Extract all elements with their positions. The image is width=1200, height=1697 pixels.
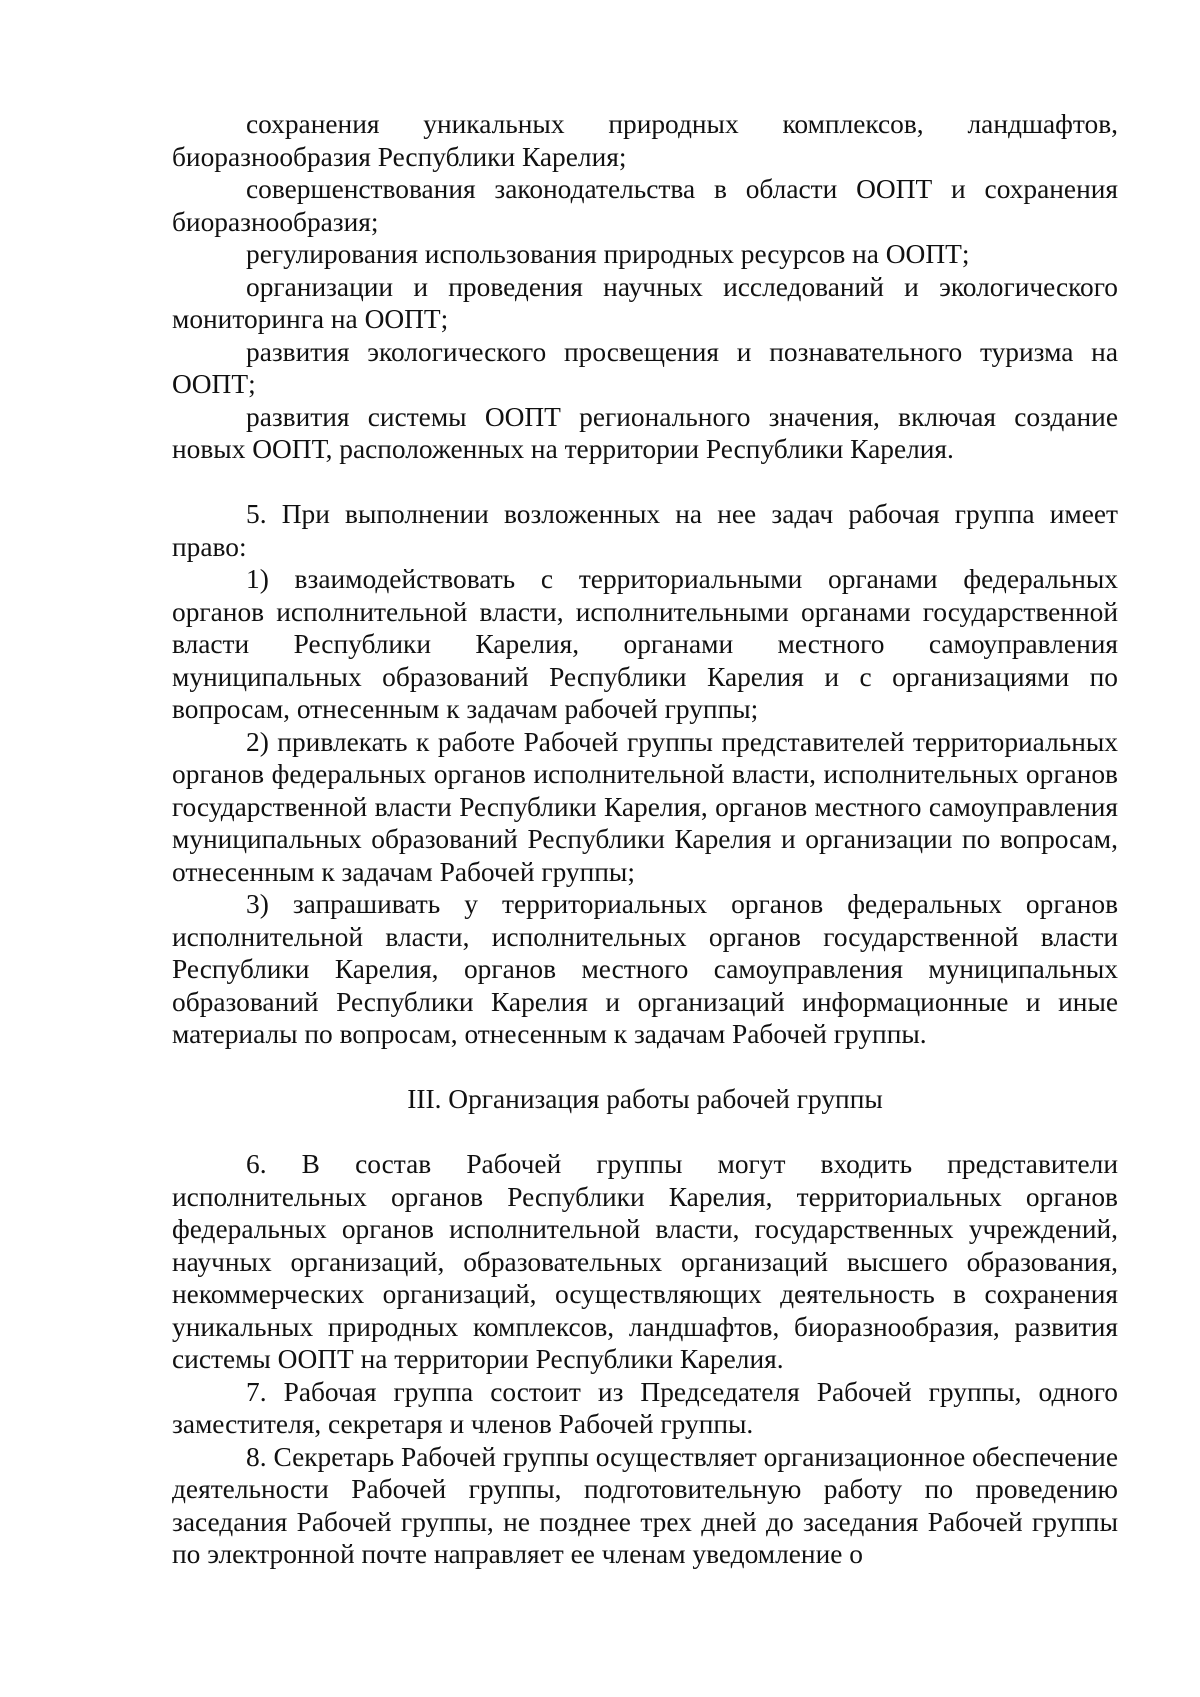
paragraph-resource-regulation: регулирования использования природных ресурсов на ООПТ; xyxy=(246,239,970,269)
paragraph-7-structure: 7. Рабочая группа состоит из Председателя Рабочей группы, одного заместителя, секретаря и членов Рабочей группы. xyxy=(172,1376,1118,1439)
paragraph-preservation-complexes: сохранения уникальных природных комплексов, ландшафтов, биоразнообразия Республики Карелия; xyxy=(172,109,1118,172)
spacer xyxy=(172,466,1118,499)
spacer xyxy=(172,1116,1118,1149)
paragraph-legislation: совершенствования законодательства в области ООПТ и сохранения биоразнообразия; xyxy=(172,174,1118,237)
spacer xyxy=(172,1051,1118,1084)
paragraph-6-composition: 6. В состав Рабочей группы могут входить представители исполнительных органов Республики Карелия, территориальных органов федеральных органов исполнительной власти, государственных учреждений, научных организаций, образовательных организаций высшего образования, некоммерческих организаций, осуществляющих деятельность в сохранения уникальных природных комплексов, ландшафтов, биоразнообразия, развития системы ООПТ на территории Республики Карелия. xyxy=(172,1149,1118,1374)
section-5-item-2: 2) привлекать к работе Рабочей группы представителей территориальных органов федеральных органов исполнительной власти, исполнительных органов государственной власти Республики Карелия, органов местного самоуправления муниципальных образований Республики Карелия и организации по вопросам, отнесенным к задачам Рабочей группы; xyxy=(172,726,1118,887)
section-heading: III. Организация работы рабочей группы xyxy=(407,1084,883,1114)
paragraph-eco-education: развития экологического просвещения и познавательного туризма на ООПТ; xyxy=(172,336,1118,399)
paragraph-system-development: развития системы ООПТ регионального значения, включая создание новых ООПТ, расположенных на территории Республики Карелия. xyxy=(172,401,1118,464)
section-5-intro: 5. При выполнении возложенных на нее задач рабочая группа имеет право: xyxy=(172,499,1118,562)
paragraph-research-monitoring: организации и проведения научных исследований и экологического мониторинга на ООПТ; xyxy=(172,271,1118,334)
document-body xyxy=(172,108,1118,1571)
paragraph-8-secretary: 8. Секретарь Рабочей группы осуществляет организационное обеспечение деятельности Рабочей группы, подготовительную работу по проведению заседания Рабочей группы, не позднее трех дней до заседания Рабочей группы по электронной почте направляет ее членам уведомление о xyxy=(172,1441,1118,1569)
section-5-item-3: 3) запрашивать у территориальных органов федеральных органов исполнительной власти, исполнительных органов государственной власти Республики Карелия, органов местного самоуправления муниципальных образований Республики Карелия и организаций информационные и иные материалы по вопросам, отнесенным к задачам Рабочей группы. xyxy=(172,889,1118,1049)
section-5-item-1: 1) взаимодействовать с территориальными органами федеральных органов исполнительной власти, исполнительными органами государственной власти Республики Карелия, органами местного самоуправления муниципальных образований Республики Карелия и с организациями по вопросам, отнесенным к задачам рабочей группы; xyxy=(172,564,1118,724)
